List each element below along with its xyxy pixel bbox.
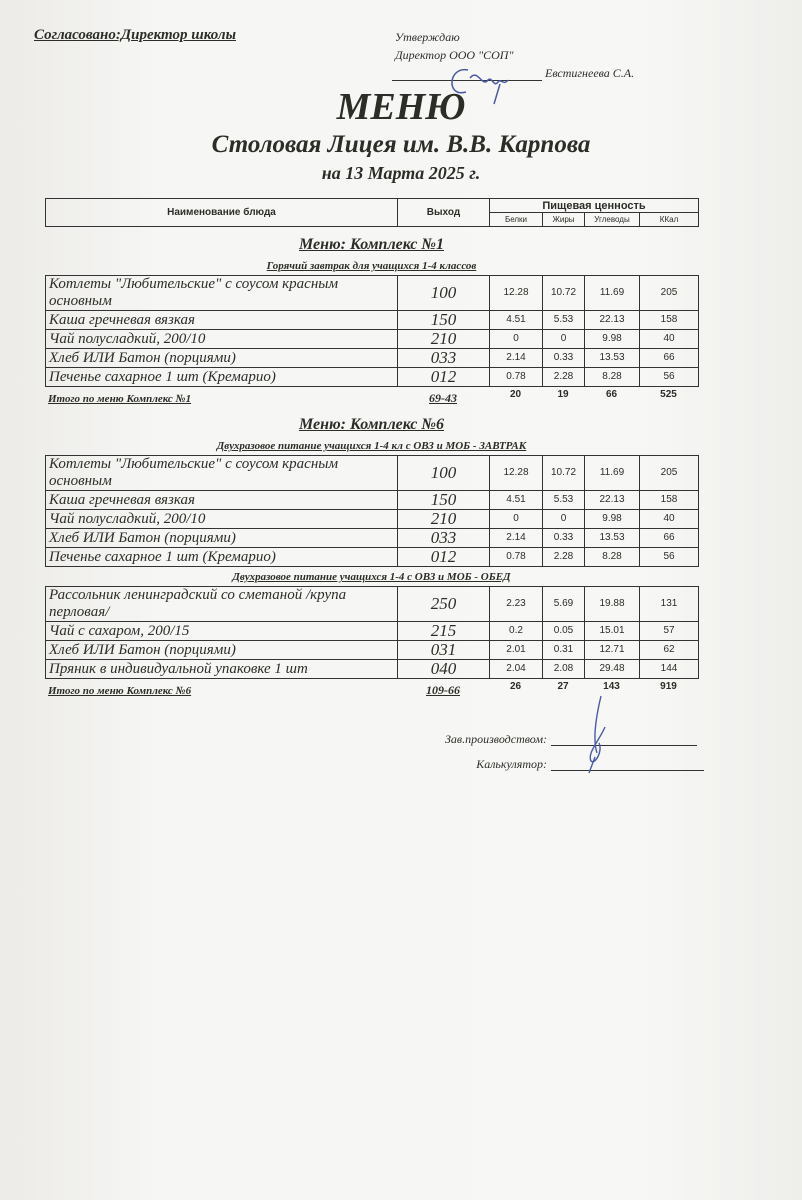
kcal: 205 xyxy=(640,456,699,491)
dish-name: Печенье сахарное 1 шт (Кремарио) xyxy=(46,548,398,567)
total-cell xyxy=(397,679,489,699)
table-row xyxy=(46,529,699,548)
dish-output: 031 xyxy=(398,641,490,660)
total-cell xyxy=(542,387,584,407)
kcal: 40 xyxy=(640,330,699,349)
kcal: 56 xyxy=(640,548,699,567)
proteins: 2.04 xyxy=(490,660,543,679)
complex-title: Меню: Комплекс №6 xyxy=(298,416,445,433)
proteins: 0.2 xyxy=(490,622,543,641)
carbs: 11.69 xyxy=(585,456,640,491)
dish-name: Каша гречневая вязкая xyxy=(46,491,398,510)
carbs: 11.69 xyxy=(585,276,640,311)
total-kcal: 919 xyxy=(660,681,677,692)
dish-output: 012 xyxy=(398,368,490,387)
kcal: 131 xyxy=(640,587,699,622)
total-cell xyxy=(397,387,489,407)
carbs: 13.53 xyxy=(585,529,640,548)
total-cell xyxy=(639,679,698,699)
carbs: 29.48 xyxy=(585,660,640,679)
dish-name: Котлеты "Любительские" с соусом красным основным xyxy=(46,456,398,491)
proteins: 4.51 xyxy=(490,491,543,510)
dish-name: Пряник в индивидуальной упаковке 1 шт xyxy=(46,660,398,679)
fats: 2.28 xyxy=(543,368,585,387)
table-row xyxy=(46,660,699,679)
col-name: Наименование блюда xyxy=(46,199,398,227)
total-cell xyxy=(45,387,397,407)
dish-output: 250 xyxy=(398,587,490,622)
proteins: 4.51 xyxy=(490,311,543,330)
table-row xyxy=(46,491,699,510)
carbs: 8.28 xyxy=(585,548,640,567)
carbs: 9.98 xyxy=(585,330,640,349)
total-label: Итого по меню Комплекс №6 xyxy=(48,685,192,697)
total-row-table xyxy=(45,387,698,407)
approve-line1: Утверждаю xyxy=(395,30,460,44)
table-row xyxy=(46,510,699,529)
carbs: 9.98 xyxy=(585,510,640,529)
fats: 5.53 xyxy=(543,311,585,330)
kcal: 66 xyxy=(640,349,699,368)
kcal: 205 xyxy=(640,276,699,311)
menu-table xyxy=(45,586,699,679)
table-row xyxy=(46,641,699,660)
fats: 0 xyxy=(543,510,585,529)
dish-output: 150 xyxy=(398,311,490,330)
proteins: 0 xyxy=(490,510,543,529)
column-header-table xyxy=(45,198,699,227)
signature-icon xyxy=(565,691,615,776)
fats: 2.28 xyxy=(543,548,585,567)
menu-table xyxy=(45,275,699,387)
dish-name: Хлеб ИЛИ Батон (порциями) xyxy=(46,349,398,368)
complexes xyxy=(45,235,698,699)
table-row xyxy=(46,368,699,387)
approve-line2: Директор ООО "СОП" xyxy=(395,48,514,62)
kcal: 40 xyxy=(640,510,699,529)
total-fats: 19 xyxy=(557,389,569,400)
approver-name: Евстигнеева С.А. xyxy=(545,66,635,80)
proteins: 0 xyxy=(490,330,543,349)
carbs: 22.13 xyxy=(585,311,640,330)
kcal: 158 xyxy=(640,491,699,510)
fats: 0.05 xyxy=(543,622,585,641)
total-label: Итого по меню Комплекс №1 xyxy=(48,393,192,405)
signature-block xyxy=(45,721,698,771)
fats: 0 xyxy=(543,330,585,349)
kcal: 56 xyxy=(640,368,699,387)
dish-name: Чай полусладкий, 200/10 xyxy=(46,510,398,529)
table-row xyxy=(46,276,699,311)
page-subtitle: Столовая Лицея им. В.В. Карпова xyxy=(211,131,591,158)
table-row xyxy=(46,587,699,622)
menu-date: на 13 Марта 2025 г. xyxy=(321,163,481,183)
total-row xyxy=(45,387,698,407)
complex-title: Меню: Комплекс №1 xyxy=(298,236,445,253)
fats: 0.33 xyxy=(543,529,585,548)
proteins: 2.14 xyxy=(490,349,543,368)
carbs: 19.88 xyxy=(585,587,640,622)
total-cell xyxy=(639,387,698,407)
table-row xyxy=(46,311,699,330)
fats: 5.53 xyxy=(543,491,585,510)
dish-name: Хлеб ИЛИ Батон (порциями) xyxy=(46,529,398,548)
proteins: 0.78 xyxy=(490,548,543,567)
table-row xyxy=(46,456,699,491)
col-nutrition: Пищевая ценность xyxy=(490,199,699,213)
kcal: 62 xyxy=(640,641,699,660)
dish-name: Каша гречневая вязкая xyxy=(46,311,398,330)
table-row xyxy=(46,548,699,567)
total-cell xyxy=(489,679,542,699)
dish-output: 040 xyxy=(398,660,490,679)
dish-name: Чай полусладкий, 200/10 xyxy=(46,330,398,349)
kcal: 144 xyxy=(640,660,699,679)
total-carbs: 66 xyxy=(605,389,618,400)
production-manager-label: Зав.производством: xyxy=(444,732,547,746)
col-carbs: Углеводы xyxy=(585,213,640,227)
carbs: 13.53 xyxy=(585,349,640,368)
dish-output: 012 xyxy=(398,548,490,567)
proteins: 12.28 xyxy=(490,456,543,491)
menu-content xyxy=(45,198,698,771)
total-fats: 27 xyxy=(557,681,569,692)
dish-name: Котлеты "Любительские" с соусом красным основным xyxy=(46,276,398,311)
dish-name: Печенье сахарное 1 шт (Кремарио) xyxy=(46,368,398,387)
group-title: Двухразовое питание учащихся 1-4 с ОВЗ и МОБ - ОБЕД xyxy=(232,571,511,583)
kcal: 66 xyxy=(640,529,699,548)
col-kcal: ККал xyxy=(640,213,699,227)
group-title: Двухразовое питание учащихся 1-4 кл с ОВЗ и МОБ - ЗАВТРАК xyxy=(216,440,527,452)
carbs: 22.13 xyxy=(585,491,640,510)
total-output: 69-43 xyxy=(429,391,457,405)
menu-complex xyxy=(45,235,698,407)
proteins: 2.01 xyxy=(490,641,543,660)
fats: 10.72 xyxy=(543,456,585,491)
proteins: 0.78 xyxy=(490,368,543,387)
dish-output: 210 xyxy=(398,330,490,349)
group-title: Горячий завтрак для учащихся 1-4 классов xyxy=(266,260,477,272)
dish-name: Рассольник ленинградский со сметаной /крупа перловая/ xyxy=(46,587,398,622)
approved-label: Согласовано:Директор школы xyxy=(34,27,236,43)
col-fats: Жиры xyxy=(543,213,585,227)
carbs: 15.01 xyxy=(585,622,640,641)
menu-complex xyxy=(45,415,698,699)
fats: 10.72 xyxy=(543,276,585,311)
kcal: 158 xyxy=(640,311,699,330)
fats: 2.08 xyxy=(543,660,585,679)
fats: 0.33 xyxy=(543,349,585,368)
kcal: 57 xyxy=(640,622,699,641)
calculator-label: Калькулятор: xyxy=(476,757,547,771)
dish-output: 215 xyxy=(398,622,490,641)
fats: 5.69 xyxy=(543,587,585,622)
dish-output: 150 xyxy=(398,491,490,510)
table-row xyxy=(46,622,699,641)
carbs: 8.28 xyxy=(585,368,640,387)
dish-output: 100 xyxy=(398,276,490,311)
page-title: МЕНЮ xyxy=(336,86,466,128)
dish-output: 033 xyxy=(398,349,490,368)
total-kcal: 525 xyxy=(660,389,677,400)
dish-output: 033 xyxy=(398,529,490,548)
menu-table xyxy=(45,455,699,567)
total-proteins: 20 xyxy=(509,389,522,400)
total-output: 109-66 xyxy=(426,683,460,697)
col-output: Выход xyxy=(398,199,490,227)
total-cell xyxy=(489,387,542,407)
dish-name: Хлеб ИЛИ Батон (порциями) xyxy=(46,641,398,660)
dish-name: Чай с сахаром, 200/15 xyxy=(46,622,398,641)
table-row xyxy=(46,349,699,368)
dish-output: 100 xyxy=(398,456,490,491)
total-cell xyxy=(45,679,397,699)
total-proteins: 26 xyxy=(509,681,522,692)
col-proteins: Белки xyxy=(490,213,543,227)
proteins: 2.23 xyxy=(490,587,543,622)
total-cell xyxy=(584,387,639,407)
proteins: 12.28 xyxy=(490,276,543,311)
carbs: 12.71 xyxy=(585,641,640,660)
table-row xyxy=(46,330,699,349)
proteins: 2.14 xyxy=(490,529,543,548)
fats: 0.31 xyxy=(543,641,585,660)
total-carbs: 143 xyxy=(603,681,620,692)
dish-output: 210 xyxy=(398,510,490,529)
